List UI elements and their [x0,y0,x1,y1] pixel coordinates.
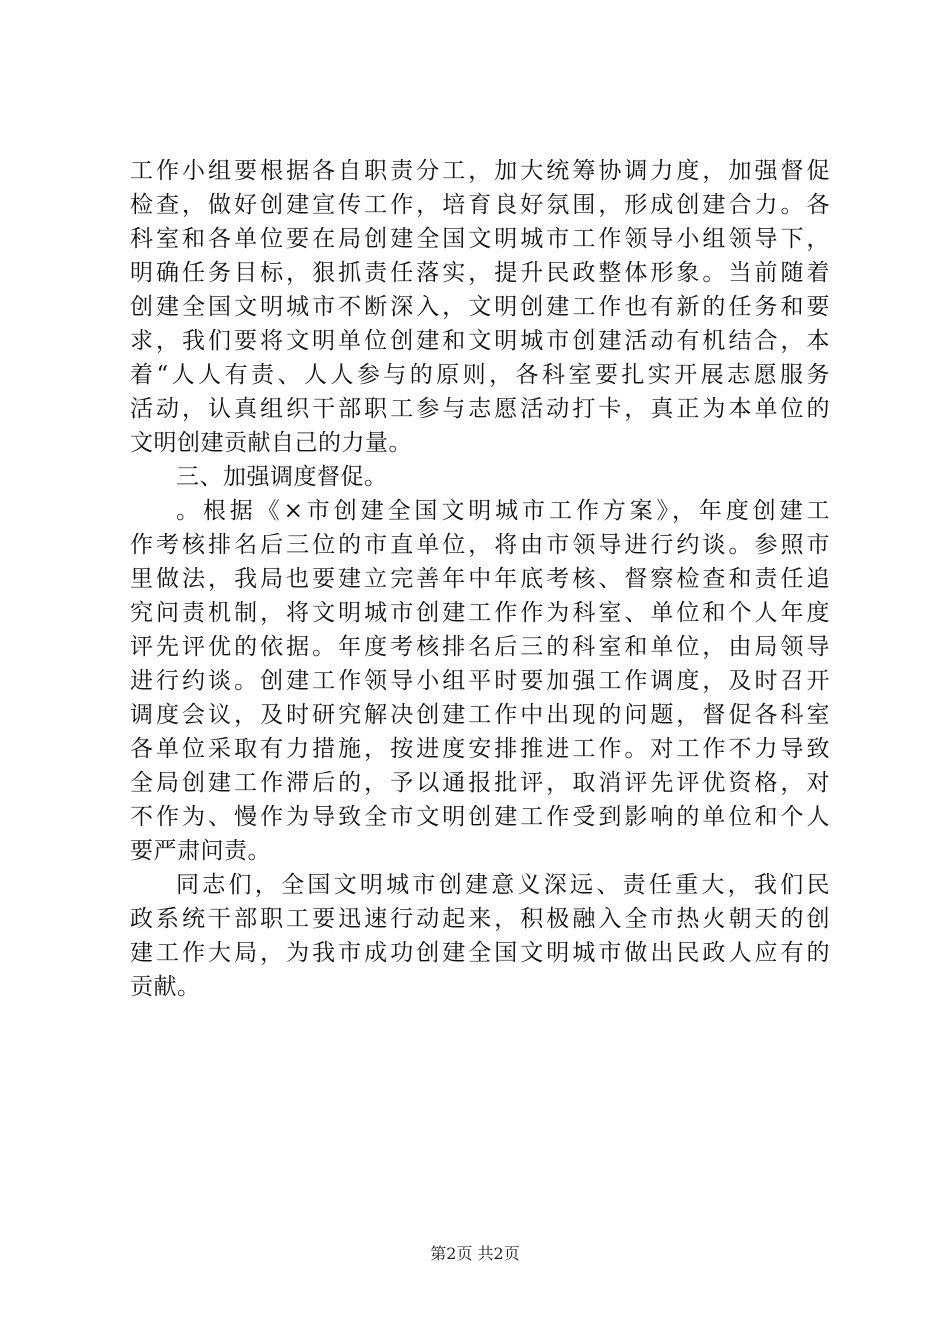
paragraph-line: 文明创建贡献自己的力量。 [130,430,412,456]
paragraph-line: 全局创建工作滞后的，予以通报批评，取消评先评优资格，对 [130,770,830,796]
paragraph-line: 不作为、慢作为导致全市文明创建工作受到影响的单位和个人 [130,804,830,830]
paragraph-line: 建工作大局，为我市成功创建全国文明城市做出民政人应有的 [130,940,830,966]
paragraph-line: 贡献。 [130,974,201,1000]
paragraph-line: 各单位采取有力措施，按进度安排推进工作。对工作不力导致 [130,736,830,762]
paragraph-line: 工作小组要根据各自职责分工，加大统筹协调力度，加强督促 [130,158,830,184]
paragraph-line: 要严肃问责。 [130,838,271,864]
paragraph-line: 活动，认真组织干部职工参与志愿活动打卡，真正为本单位的 [130,396,830,422]
paragraph-line: 政系统干部职工要迅速行动起来，积极融入全市热火朝天的创 [130,906,830,932]
section-heading: 三、加强调度督促。 [176,464,388,490]
paragraph-line: 科室和各单位要在局创建全国文明城市工作领导小组领导下， [130,226,830,252]
paragraph-line: 调度会议，及时研究解决创建工作中出现的问题，督促各科室 [130,702,830,728]
paragraph-line: 明确任务目标，狠抓责任落实，提升民政整体形象。当前随着 [130,260,830,286]
paragraph-line: 检查，做好创建宣传工作，培育良好氛围，形成创建合力。各 [130,192,830,218]
paragraph-line: 求，我们要将文明单位创建和文明城市创建活动有机结合，本 [130,328,830,354]
paragraph-line: 。根据《×市创建全国文明城市工作方案》，年度创建工 [176,498,830,524]
document-body [130,154,830,1004]
paragraph-line: 同志们，全国文明城市创建意义深远、责任重大，我们民 [176,872,830,898]
page-footer: 第2页 共2页 [430,1244,520,1263]
paragraph-line: 里做法，我局也要建立完善年中年底考核、督察检查和责任追 [130,566,830,592]
paragraph-line: 作考核排名后三位的市直单位，将由市领导进行约谈。参照市 [130,532,830,558]
paragraph-line: 创建全国文明城市不断深入，文明创建工作也有新的任务和要 [130,294,830,320]
paragraph-line: 评先评优的依据。年度考核排名后三的科室和单位，由局领导 [130,634,830,660]
paragraph-line: 着“人人有责、人人参与的原则，各科室要扎实开展志愿服务 [130,362,830,388]
paragraph-line: 究问责机制，将文明城市创建工作作为科室、单位和个人年度 [130,600,830,626]
paragraph-line: 进行约谈。创建工作领导小组平时要加强工作调度，及时召开 [130,668,830,694]
